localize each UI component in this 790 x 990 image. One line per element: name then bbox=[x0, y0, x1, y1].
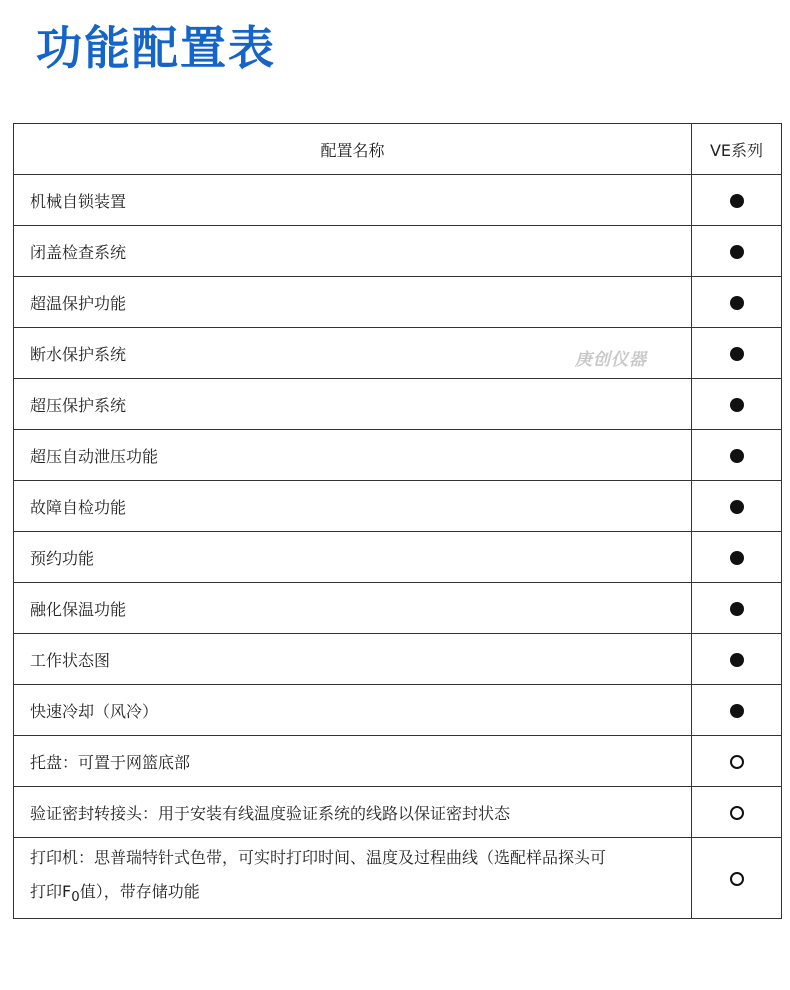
ve-availability-cell bbox=[692, 583, 782, 634]
table-row bbox=[14, 430, 782, 481]
table-row bbox=[14, 379, 782, 430]
table-row bbox=[14, 481, 782, 532]
page-title: 功能配置表 bbox=[36, 21, 276, 75]
table-row bbox=[14, 634, 782, 685]
config-name-cell: 断水保护系统 bbox=[14, 328, 692, 379]
ve-availability-cell bbox=[692, 379, 782, 430]
table-row bbox=[14, 175, 782, 226]
filled-circle-icon bbox=[730, 449, 744, 463]
config-name-line-2-prefix: 打印F bbox=[30, 881, 72, 901]
table-row bbox=[14, 328, 782, 379]
config-name-cell: 故障自检功能 bbox=[14, 481, 692, 532]
ve-availability-cell bbox=[692, 328, 782, 379]
ve-availability-cell bbox=[692, 277, 782, 328]
table-row bbox=[14, 532, 782, 583]
ve-availability-cell bbox=[692, 634, 782, 685]
ve-availability-cell bbox=[692, 838, 782, 919]
config-name-cell: 预约功能 bbox=[14, 532, 692, 583]
filled-circle-icon bbox=[730, 347, 744, 361]
table-row bbox=[14, 277, 782, 328]
ve-availability-cell bbox=[692, 532, 782, 583]
watermark: 庚创仪器 bbox=[575, 350, 647, 370]
config-name-cell: 超压自动泄压功能 bbox=[14, 430, 692, 481]
table-row bbox=[14, 583, 782, 634]
config-name-cell: 机械自锁装置 bbox=[14, 175, 692, 226]
ve-availability-cell bbox=[692, 430, 782, 481]
config-name-line-2-suffix: 值），带存储功能 bbox=[79, 881, 200, 901]
ve-availability-cell bbox=[692, 481, 782, 532]
open-circle-icon bbox=[730, 806, 744, 820]
filled-circle-icon bbox=[730, 398, 744, 412]
table-header-row bbox=[14, 124, 782, 175]
filled-circle-icon bbox=[730, 194, 744, 208]
filled-circle-icon bbox=[730, 245, 744, 259]
table-row bbox=[14, 838, 782, 919]
ve-availability-cell bbox=[692, 736, 782, 787]
filled-circle-icon bbox=[730, 653, 744, 667]
filled-circle-icon bbox=[730, 551, 744, 565]
config-table bbox=[13, 123, 782, 919]
ve-availability-cell bbox=[692, 175, 782, 226]
config-name-cell: 超压保护系统 bbox=[14, 379, 692, 430]
f0-subscript: 0 bbox=[71, 890, 80, 906]
filled-circle-icon bbox=[730, 500, 744, 514]
config-name-cell bbox=[14, 838, 692, 919]
table-row bbox=[14, 685, 782, 736]
header-ve-series: VE系列 bbox=[692, 124, 782, 175]
config-name-cell: 超温保护功能 bbox=[14, 277, 692, 328]
config-name-cell: 融化保温功能 bbox=[14, 583, 692, 634]
config-name-cell: 闭盖检查系统 bbox=[14, 226, 692, 277]
filled-circle-icon bbox=[730, 704, 744, 718]
open-circle-icon bbox=[730, 872, 744, 886]
header-config-name: 配置名称 bbox=[14, 124, 692, 175]
config-name-cell: 托盘：可置于网篮底部 bbox=[14, 736, 692, 787]
config-name-line-1: 打印机：思普瑞特针式色带，可实时打印时间、温度及过程曲线（选配样品探头可 bbox=[30, 847, 607, 867]
ve-availability-cell bbox=[692, 226, 782, 277]
config-name-cell: 快速冷却（风冷） bbox=[14, 685, 692, 736]
ve-availability-cell bbox=[692, 685, 782, 736]
open-circle-icon bbox=[730, 755, 744, 769]
table-row bbox=[14, 787, 782, 838]
config-name-cell: 验证密封转接头：用于安装有线温度验证系统的线路以保证密封状态 bbox=[14, 787, 692, 838]
filled-circle-icon bbox=[730, 296, 744, 310]
ve-availability-cell bbox=[692, 787, 782, 838]
config-name-cell: 工作状态图 bbox=[14, 634, 692, 685]
filled-circle-icon bbox=[730, 602, 744, 616]
table-row bbox=[14, 226, 782, 277]
table-row bbox=[14, 736, 782, 787]
